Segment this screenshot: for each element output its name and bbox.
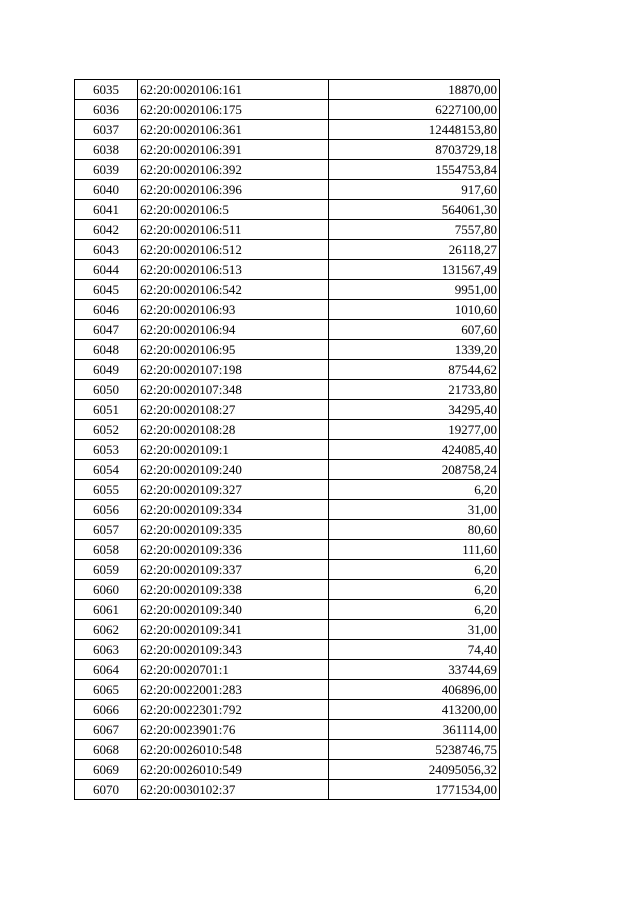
cadastral-number-cell: 62:20:0020106:94 [138,320,329,340]
table-row [75,280,500,300]
row-number-cell: 6052 [75,420,138,440]
row-number-cell: 6050 [75,380,138,400]
row-number-cell: 6051 [75,400,138,420]
table-row [75,700,500,720]
cadastral-value-cell: 111,60 [329,540,500,560]
cadastral-value-cell: 1339,20 [329,340,500,360]
cadastral-number-cell: 62:20:0020106:511 [138,220,329,240]
table-row [75,140,500,160]
table-row [75,480,500,500]
row-number-cell: 6055 [75,480,138,500]
table-row [75,620,500,640]
table-row [75,540,500,560]
cadastral-value-cell: 80,60 [329,520,500,540]
cadastral-number-cell: 62:20:0020106:391 [138,140,329,160]
cadastral-value-cell: 413200,00 [329,700,500,720]
cadastral-value-cell: 917,60 [329,180,500,200]
cadastral-value-cell: 424085,40 [329,440,500,460]
cadastral-value-cell: 1554753,84 [329,160,500,180]
table-row [75,220,500,240]
row-number-cell: 6065 [75,680,138,700]
cadastral-value-cell: 1771534,00 [329,780,500,800]
row-number-cell: 6039 [75,160,138,180]
row-number-cell: 6037 [75,120,138,140]
row-number-cell: 6060 [75,580,138,600]
row-number-cell: 6066 [75,700,138,720]
row-number-cell: 6038 [75,140,138,160]
cadastral-number-cell: 62:20:0020106:542 [138,280,329,300]
cadastral-value-cell: 564061,30 [329,200,500,220]
table-row [75,120,500,140]
cadastral-number-cell: 62:20:0020109:334 [138,500,329,520]
table-row [75,200,500,220]
cadastral-number-cell: 62:20:0020106:95 [138,340,329,360]
row-number-cell: 6067 [75,720,138,740]
cadastral-number-cell: 62:20:0020106:5 [138,200,329,220]
table-row [75,100,500,120]
table-row [75,760,500,780]
row-number-cell: 6044 [75,260,138,280]
cadastral-number-cell: 62:20:0020701:1 [138,660,329,680]
cadastral-number-cell: 62:20:0020106:93 [138,300,329,320]
table-row [75,260,500,280]
row-number-cell: 6048 [75,340,138,360]
row-number-cell: 6061 [75,600,138,620]
cadastral-number-cell: 62:20:0020106:396 [138,180,329,200]
cadastral-number-cell: 62:20:0020109:341 [138,620,329,640]
table-row [75,680,500,700]
row-number-cell: 6058 [75,540,138,560]
cadastral-number-cell: 62:20:0020106:175 [138,100,329,120]
table-row [75,660,500,680]
table-row [75,520,500,540]
table-row [75,740,500,760]
cadastral-value-cell: 6227100,00 [329,100,500,120]
table-row [75,340,500,360]
row-number-cell: 6054 [75,460,138,480]
cadastral-number-cell: 62:20:0026010:549 [138,760,329,780]
row-number-cell: 6040 [75,180,138,200]
table-row [75,80,500,100]
row-number-cell: 6070 [75,780,138,800]
cadastral-value-cell: 7557,80 [329,220,500,240]
table-row [75,600,500,620]
table-row [75,580,500,600]
cadastral-value-cell: 21733,80 [329,380,500,400]
row-number-cell: 6046 [75,300,138,320]
table-row [75,780,500,800]
row-number-cell: 6042 [75,220,138,240]
cadastral-value-cell: 6,20 [329,600,500,620]
cadastral-value-cell: 607,60 [329,320,500,340]
cadastral-value-cell: 6,20 [329,580,500,600]
cadastral-number-cell: 62:20:0020109:1 [138,440,329,460]
row-number-cell: 6036 [75,100,138,120]
cadastral-number-cell: 62:20:0023901:76 [138,720,329,740]
cadastral-value-cell: 31,00 [329,500,500,520]
cadastral-number-cell: 62:20:0020109:340 [138,600,329,620]
cadastral-value-cell: 19277,00 [329,420,500,440]
cadastral-number-cell: 62:20:0022301:792 [138,700,329,720]
cadastral-value-cell: 6,20 [329,560,500,580]
table-row [75,180,500,200]
cadastral-number-cell: 62:20:0020109:327 [138,480,329,500]
table-row [75,360,500,380]
table-row [75,400,500,420]
table-row [75,720,500,740]
row-number-cell: 6043 [75,240,138,260]
cadastral-value-cell: 31,00 [329,620,500,640]
cadastral-value-cell: 87544,62 [329,360,500,380]
table-row [75,300,500,320]
row-number-cell: 6059 [75,560,138,580]
row-number-cell: 6069 [75,760,138,780]
cadastral-value-cell: 208758,24 [329,460,500,480]
row-number-cell: 6064 [75,660,138,680]
row-number-cell: 6035 [75,80,138,100]
table-row [75,160,500,180]
cadastral-value-cell: 9951,00 [329,280,500,300]
table-row [75,240,500,260]
cadastral-number-cell: 62:20:0022001:283 [138,680,329,700]
table-row [75,460,500,480]
cadastral-value-cell: 24095056,32 [329,760,500,780]
table-row [75,380,500,400]
cadastral-value-cell: 12448153,80 [329,120,500,140]
row-number-cell: 6047 [75,320,138,340]
cadastral-number-cell: 62:20:0020106:512 [138,240,329,260]
cadastral-number-cell: 62:20:0020109:336 [138,540,329,560]
cadastral-value-cell: 8703729,18 [329,140,500,160]
row-number-cell: 6063 [75,640,138,660]
cadastral-number-cell: 62:20:0030102:37 [138,780,329,800]
cadastral-value-table [74,79,500,800]
cadastral-value-cell: 26118,27 [329,240,500,260]
cadastral-number-cell: 62:20:0020109:335 [138,520,329,540]
row-number-cell: 6053 [75,440,138,460]
row-number-cell: 6057 [75,520,138,540]
row-number-cell: 6041 [75,200,138,220]
cadastral-number-cell: 62:20:0020107:198 [138,360,329,380]
cadastral-value-cell: 361114,00 [329,720,500,740]
table-row [75,320,500,340]
cadastral-value-cell: 34295,40 [329,400,500,420]
cadastral-number-cell: 62:20:0020109:343 [138,640,329,660]
row-number-cell: 6068 [75,740,138,760]
cadastral-number-cell: 62:20:0020107:348 [138,380,329,400]
cadastral-value-cell: 74,40 [329,640,500,660]
row-number-cell: 6049 [75,360,138,380]
table-row [75,500,500,520]
cadastral-number-cell: 62:20:0020108:27 [138,400,329,420]
row-number-cell: 6045 [75,280,138,300]
cadastral-value-cell: 5238746,75 [329,740,500,760]
cadastral-number-cell: 62:20:0020109:240 [138,460,329,480]
cadastral-value-cell: 6,20 [329,480,500,500]
cadastral-number-cell: 62:20:0020109:338 [138,580,329,600]
table-row [75,640,500,660]
table-row [75,560,500,580]
cadastral-number-cell: 62:20:0026010:548 [138,740,329,760]
table-body [75,80,500,800]
cadastral-number-cell: 62:20:0020106:361 [138,120,329,140]
row-number-cell: 6062 [75,620,138,640]
cadastral-number-cell: 62:20:0020108:28 [138,420,329,440]
cadastral-value-cell: 18870,00 [329,80,500,100]
cadastral-value-cell: 131567,49 [329,260,500,280]
cadastral-number-cell: 62:20:0020109:337 [138,560,329,580]
cadastral-value-cell: 406896,00 [329,680,500,700]
table-row [75,420,500,440]
cadastral-number-cell: 62:20:0020106:392 [138,160,329,180]
cadastral-number-cell: 62:20:0020106:513 [138,260,329,280]
cadastral-number-cell: 62:20:0020106:161 [138,80,329,100]
row-number-cell: 6056 [75,500,138,520]
cadastral-value-cell: 33744,69 [329,660,500,680]
cadastral-value-cell: 1010,60 [329,300,500,320]
table-row [75,440,500,460]
